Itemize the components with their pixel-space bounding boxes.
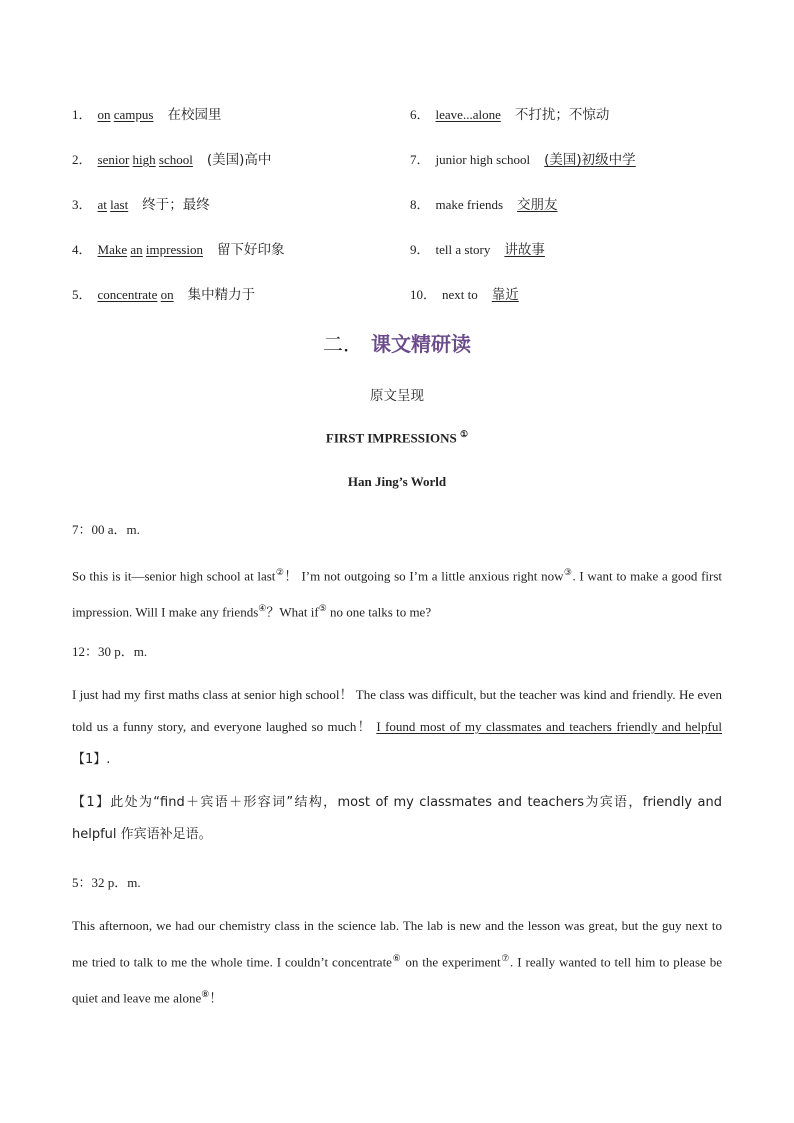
annotation-ref: 【1】.: [72, 752, 111, 767]
vocab-meaning: 在校园里: [167, 107, 222, 123]
vocab-number: 4．: [72, 242, 92, 257]
vocab-number: 3．: [72, 197, 92, 212]
vocab-number: 5．: [72, 287, 92, 302]
article-title-text: FIRST IMPRESSIONS: [325, 430, 457, 446]
vocab-meaning: 不打扰；不惊动: [514, 107, 610, 123]
text-segment: ！ I’m not outgoing so I’m a little anxious right now: [284, 568, 564, 584]
text-segment: . I really wanted to tell him to please be quiet and leave me alone: [72, 954, 722, 1006]
vocab-number: 8．: [410, 197, 430, 212]
vocab-item: [72, 238, 284, 258]
vocab-phrase: tell a story: [435, 242, 491, 257]
vocab-phrase: junior high school: [435, 152, 531, 167]
vocab-item: [72, 148, 271, 168]
text-segment: So this is it—senior high school at last: [72, 568, 276, 584]
vocab-meaning: 留下好印象: [216, 242, 285, 258]
vocab-phrase: on: [97, 107, 111, 122]
section-number: 二．: [323, 332, 363, 356]
footnote-mark: ⑤: [318, 603, 327, 614]
vocab-number: 9．: [410, 242, 430, 257]
vocab-phrase: concentrate: [97, 287, 158, 302]
footnote-mark: ②: [275, 567, 285, 577]
vocab-phrase: last: [110, 197, 129, 212]
vocab-meaning: 靠近: [491, 287, 519, 303]
vocab-meaning: 集中精力于: [187, 287, 256, 303]
vocab-meaning: 终于；最终: [142, 197, 210, 213]
entry-time-1: 7：00 a．m.: [72, 522, 140, 537]
section-title: 课文精研读: [371, 332, 471, 356]
footnote-mark: ⑥: [391, 953, 402, 963]
entry-paragraph-1: [72, 556, 722, 629]
vocab-phrase: high: [132, 152, 156, 167]
footnote-mark: ③: [563, 567, 573, 577]
vocab-meaning: 讲故事: [504, 242, 545, 258]
entry-paragraph-3: [72, 910, 722, 1015]
vocab-item: [72, 193, 210, 213]
vocab-item: [410, 193, 558, 213]
entry-time-3: 5：32 p．m.: [72, 875, 141, 890]
vocab-phrase: senior: [97, 152, 130, 167]
vocab-item: [410, 238, 545, 258]
vocab-phrase: school: [158, 152, 193, 167]
text-segment: no one talks to me?: [326, 604, 432, 620]
vocab-meaning: (美国)高中: [206, 152, 272, 168]
vocab-phrase: Make: [97, 242, 128, 257]
entry-paragraph-2: [72, 679, 722, 776]
text-segment: on the experiment: [401, 954, 501, 970]
vocab-phrase: leave...alone: [435, 107, 501, 122]
vocab-phrase: campus: [113, 107, 154, 122]
vocab-item: [410, 103, 609, 123]
annotation-note: 【1】此处为“find＋宾语＋形容词”结构，most of my classmates and teachers为宾语，friendly and helpful 作宾语补足语。: [72, 795, 722, 842]
vocab-number: 6．: [410, 107, 430, 122]
vocab-number: 7．: [410, 152, 430, 167]
article-title: [0, 429, 794, 446]
highlighted-sentence: I found most of my classmates and teachers friendly and helpful: [376, 719, 722, 734]
vocab-meaning: (美国)初级中学: [544, 152, 636, 168]
vocab-phrase: make friends: [435, 197, 504, 212]
entry-time-2: 12：30 p．m.: [72, 644, 148, 659]
vocab-phrase: on: [160, 287, 174, 302]
text-segment: ？What if: [266, 604, 319, 620]
vocab-item: [410, 283, 519, 303]
vocab-item: [72, 283, 255, 303]
section-heading: [0, 328, 794, 357]
vocab-phrase: an: [130, 242, 143, 257]
text-segment: I just had my first maths class at senior high school！ The class was difficult, but the teacher was kind and friendly. He even told us a funny story, and everyone laughed so much！: [72, 687, 722, 734]
text-segment: . I want to make a good first impression. Will I make any friends: [72, 568, 723, 620]
vocab-number: 2．: [72, 152, 92, 167]
text-segment: ！: [209, 990, 223, 1006]
footnote-mark: ⑧: [201, 989, 210, 1000]
footnote-mark: ⑦: [500, 953, 511, 963]
vocab-phrase: impression: [145, 242, 203, 257]
vocab-phrase: next to: [442, 287, 478, 302]
vocab-item: [72, 103, 221, 123]
subtitle: 原文呈现: [370, 388, 424, 404]
footnote-mark: ①: [460, 429, 469, 439]
vocab-number: 10．: [410, 287, 437, 302]
vocab-phrase: at: [97, 197, 107, 212]
text-segment: This afternoon, we had our chemistry class in the science lab. The lab is new and the lesson was great, but the guy next to me tried to talk to me the whole time. I couldn’t concentrate: [72, 918, 722, 970]
footnote-mark: ④: [258, 603, 267, 614]
vocab-item: [410, 148, 636, 168]
vocab-meaning: 交朋友: [517, 197, 558, 213]
vocab-number: 1．: [72, 107, 92, 122]
article-subtitle: Han Jing’s World: [347, 474, 447, 489]
